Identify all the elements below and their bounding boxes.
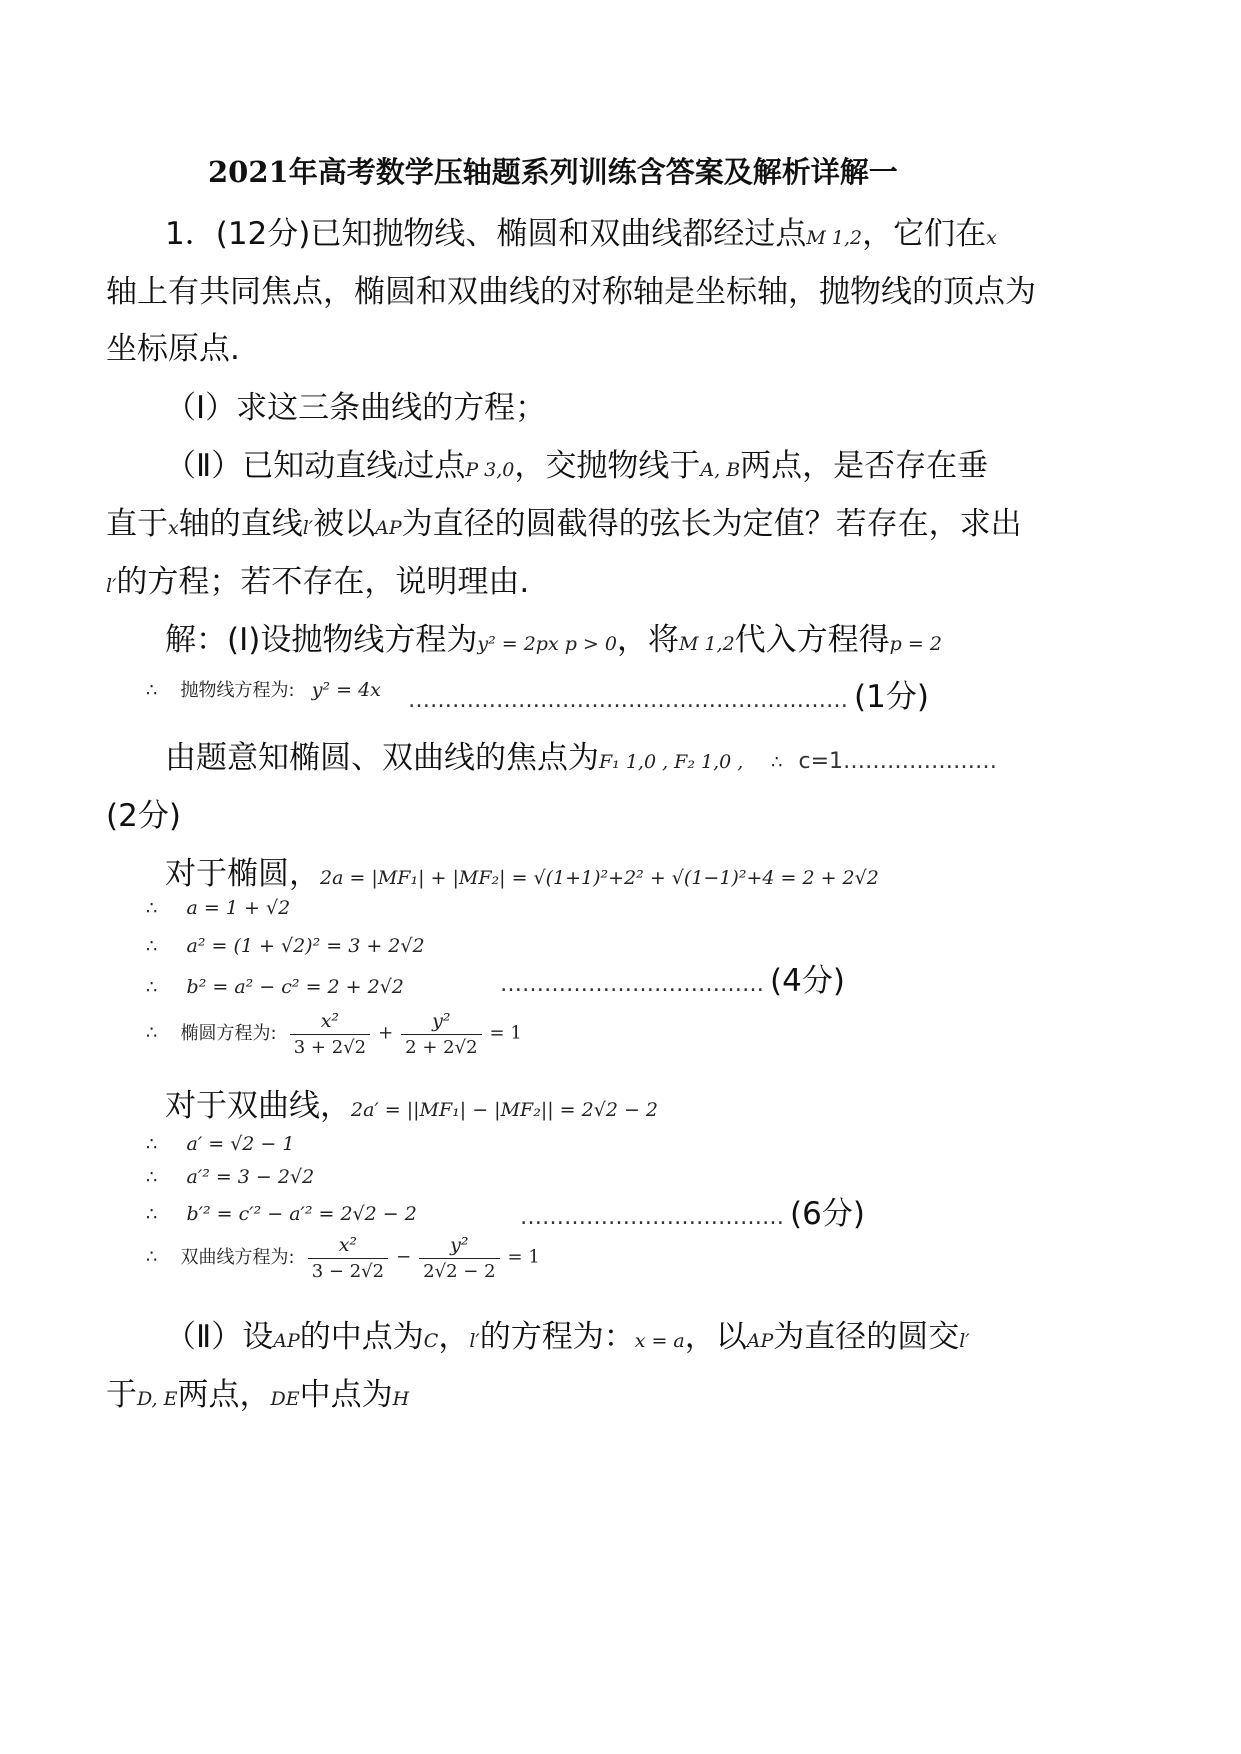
solution-text: 于 xyxy=(106,1377,137,1413)
therefore-symbol: ∴ xyxy=(146,1167,158,1188)
therefore-symbol: ∴ xyxy=(146,680,158,701)
numerator: x² xyxy=(320,1010,340,1032)
parabola-label: 抛物线方程为: xyxy=(180,680,295,701)
numerator: x² xyxy=(338,1234,358,1256)
part-2-line-1 xyxy=(165,1311,970,1356)
ellipse-label: 椭圆方程为: xyxy=(180,1022,277,1044)
solution-text: ， xyxy=(438,1319,470,1355)
hyperbola-heading xyxy=(165,1080,658,1125)
problem-text: 两点，是否存在垂 xyxy=(740,448,989,484)
solution-text: 对于椭圆， xyxy=(165,856,320,892)
solution-text: 的中点为 xyxy=(299,1319,424,1355)
math-ellipse-2a: 2a = |MF₁| + |MF₂| = √(1+1)²+2² + √(1−1)²+4 = 2 + 2√2 xyxy=(320,867,879,889)
math-segment-ap: AP xyxy=(746,1330,774,1352)
page-title: 2021年高考数学压轴题系列训练含答案及解析详解一 xyxy=(208,155,898,189)
math-point-m: M 1,2 xyxy=(678,633,735,655)
denominator: 3 − 2√2 xyxy=(308,1258,388,1282)
hyperbola-step-2 xyxy=(146,1166,314,1188)
score-text: (4分) xyxy=(770,963,845,999)
equals-one: = 1 xyxy=(507,1246,540,1268)
solution-text: 为直径的圆交 xyxy=(773,1319,960,1355)
score-line-6 xyxy=(520,1188,865,1233)
problem-text: ，交抛物线于 xyxy=(514,448,701,484)
therefore-symbol: ∴ xyxy=(146,977,158,998)
problem-text: 轴的直线 xyxy=(178,506,303,542)
denominator: 3 + 2√2 xyxy=(290,1034,370,1058)
math-line-l-prime: l′ xyxy=(469,1330,480,1352)
ellipse-step-2 xyxy=(146,935,425,957)
math-line-l-prime: l′ xyxy=(959,1330,970,1352)
hyperbola-equation xyxy=(146,1234,540,1282)
therefore-symbol: ∴ xyxy=(146,936,158,957)
therefore-symbol: ∴ xyxy=(771,752,783,773)
math-parabola-general: y² = 2px p > 0 xyxy=(477,633,617,655)
problem-line-3: 坐标原点. xyxy=(106,331,240,367)
math-ellipse-a2: a² = (1 + √2)² = 3 + 2√2 xyxy=(186,935,425,957)
math-parabola-equation: y² = 4x xyxy=(311,679,381,701)
therefore-symbol: ∴ xyxy=(146,1246,158,1268)
math-var-x: x xyxy=(986,227,997,249)
problem-text: （Ⅱ）已知动直线 xyxy=(165,448,398,484)
part-2-line-2 xyxy=(106,1369,409,1414)
math-foci: F₁ 1,0 , F₂ 1,0 , xyxy=(599,751,744,773)
fraction-y2 xyxy=(401,1010,481,1058)
solution-text: 两点， xyxy=(177,1377,271,1413)
solution-text: 代入方程得 xyxy=(734,622,890,658)
ellipse-heading xyxy=(165,848,879,893)
math-hyperbola-2a: 2a′ = ||MF₁| − |MF₂|| = 2√2 − 2 xyxy=(351,1099,659,1121)
math-line-l: l xyxy=(397,459,404,481)
score-line-4 xyxy=(500,955,845,1000)
problem-part-2-line-2 xyxy=(106,498,1022,543)
plus-sign: + xyxy=(378,1022,394,1044)
problem-text: ，它们在 xyxy=(862,216,987,252)
hyperbola-label: 双曲线方程为: xyxy=(180,1246,295,1268)
dot-leader: ………………… xyxy=(843,749,998,774)
math-point-m: M 1,2 xyxy=(806,227,863,249)
denominator: 2√2 − 2 xyxy=(419,1258,499,1282)
solution-text: 解：(Ⅰ)设抛物线方程为 xyxy=(165,622,478,658)
c-value: c=1 xyxy=(798,749,844,774)
dot-leader: …………………………………………………… xyxy=(408,688,848,713)
problem-line-2: 轴上有共同焦点，椭圆和双曲线的对称轴是坐标轴，抛物线的顶点为 xyxy=(106,274,1036,310)
math-ellipse-a: a = 1 + √2 xyxy=(186,897,291,919)
hyperbola-step-1 xyxy=(146,1133,294,1155)
solution-text: 的方程为： xyxy=(479,1319,635,1355)
fraction-x2 xyxy=(290,1010,370,1058)
denominator: 2 + 2√2 xyxy=(401,1034,481,1058)
math-ellipse-b2: b² = a² − c² = 2 + 2√2 xyxy=(186,976,404,998)
solution-text: （Ⅱ）设 xyxy=(165,1319,274,1355)
dot-leader: ……………………………… xyxy=(520,1205,784,1230)
numerator: y² xyxy=(450,1234,469,1256)
math-point-p: P 3,0 xyxy=(465,459,515,481)
problem-text: 为直径的圆截得的弦长为定值？若存在，求出 xyxy=(401,506,1022,542)
problem-part-2-line-3 xyxy=(106,556,529,601)
therefore-symbol: ∴ xyxy=(146,1204,158,1225)
solution-text: 对于双曲线， xyxy=(165,1088,351,1124)
problem-line-1 xyxy=(165,208,997,253)
score-line-1 xyxy=(408,671,929,716)
score-text: (1分) xyxy=(854,679,929,715)
solution-line-1 xyxy=(165,614,942,659)
ellipse-step-3 xyxy=(146,976,404,998)
problem-part-1: （Ⅰ）求这三条曲线的方程； xyxy=(165,390,547,426)
math-line-l-prime: l′ xyxy=(302,517,314,539)
problem-intro-text: 1．(12分)已知抛物线、椭圆和双曲线都经过点 xyxy=(165,216,807,252)
solution-text: ，将 xyxy=(616,622,679,658)
fraction-x2 xyxy=(308,1234,388,1282)
math-segment-de: DE xyxy=(270,1388,300,1410)
math-hyperbola-b2: b′² = c′² − a′² = 2√2 − 2 xyxy=(186,1203,417,1225)
solution-line-3 xyxy=(165,732,997,777)
solution-text: ，以 xyxy=(684,1319,747,1355)
problem-text: 直于 xyxy=(106,506,168,542)
math-hyperbola-a: a′ = √2 − 1 xyxy=(186,1133,295,1155)
math-point-h: H xyxy=(392,1388,410,1410)
score-text: (6分) xyxy=(790,1196,865,1232)
problem-text: 的方程；若不存在，说明理由. xyxy=(116,564,530,600)
math-segment-ap: AP xyxy=(375,517,402,539)
math-line-l-prime: l′ xyxy=(106,575,117,597)
problem-text: 过点 xyxy=(403,448,466,484)
math-point-c: C xyxy=(423,1330,439,1352)
dot-leader: ……………………………… xyxy=(500,972,764,997)
math-hyperbola-a2: a′² = 3 − 2√2 xyxy=(186,1166,315,1188)
solution-line-2 xyxy=(146,676,381,702)
solution-text: 中点为 xyxy=(299,1377,393,1413)
ellipse-equation xyxy=(146,1010,522,1058)
math-var-x: x xyxy=(168,517,179,539)
problem-part-2-line-1 xyxy=(165,440,988,485)
score-line-2: (2分) xyxy=(106,798,181,834)
solution-text: 由题意知椭圆、双曲线的焦点为 xyxy=(165,740,599,776)
math-x-equals-a: x = a xyxy=(634,1330,685,1352)
math-points-ab: A, B xyxy=(700,459,741,481)
therefore-symbol: ∴ xyxy=(146,898,158,919)
math-p-value: p = 2 xyxy=(889,633,942,655)
numerator: y² xyxy=(432,1010,451,1032)
therefore-symbol: ∴ xyxy=(146,1022,158,1044)
problem-text: 被以 xyxy=(313,506,376,542)
math-points-de: D, E xyxy=(137,1388,178,1410)
minus-sign: − xyxy=(396,1246,412,1268)
fraction-y2 xyxy=(419,1234,499,1282)
therefore-symbol: ∴ xyxy=(146,1134,158,1155)
hyperbola-step-3 xyxy=(146,1203,417,1225)
equals-one: = 1 xyxy=(489,1022,522,1044)
ellipse-step-1 xyxy=(146,897,290,919)
math-segment-ap: AP xyxy=(273,1330,300,1352)
